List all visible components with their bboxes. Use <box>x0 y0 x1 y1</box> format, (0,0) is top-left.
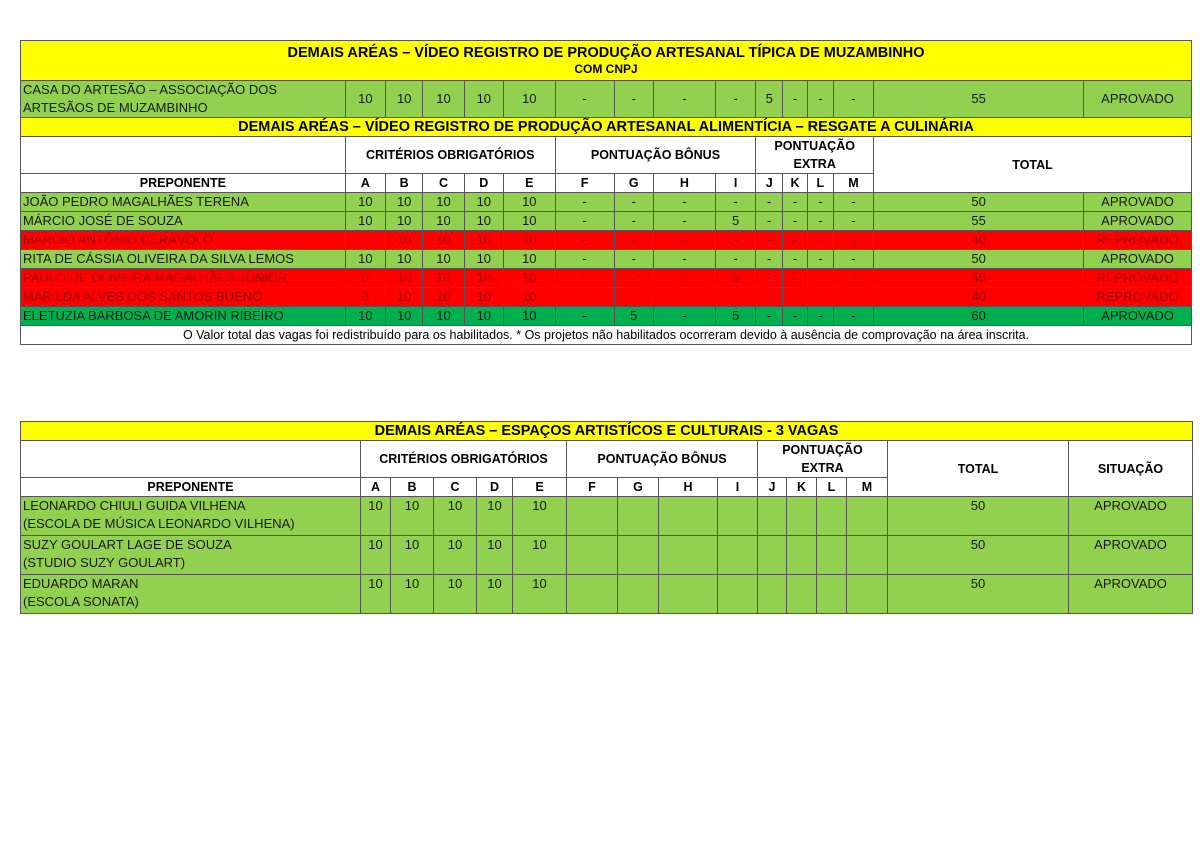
score-cell: - <box>614 212 653 231</box>
score-cell: 10 <box>423 81 464 118</box>
score-cell: - <box>807 307 833 326</box>
score-cell: 10 <box>423 269 464 288</box>
table-row <box>21 307 1192 326</box>
score-cell: - <box>614 81 653 118</box>
score-cell: 10 <box>503 250 555 269</box>
score-cell <box>659 575 718 614</box>
section2-title-row <box>21 118 1192 137</box>
score-cell: - <box>653 81 715 118</box>
score-cell <box>618 575 659 614</box>
score-cell <box>847 536 888 575</box>
footnote: O Valor total das vagas foi redistribuído para os habilitados. * Os projetos não habilitados ocorreram devido à ausência de comprovação na área inscrita. <box>21 326 1192 345</box>
preponente-org-line: (STUDIO SUZY GOULART) <box>23 555 186 570</box>
score-cell <box>618 497 659 536</box>
score-cell: - <box>807 81 833 118</box>
preponente-name: MARILDA ALVES DOS SANTOS BUENO <box>21 288 346 307</box>
header-letter: L <box>817 478 847 497</box>
score-cell: 5 <box>715 212 755 231</box>
score-cell: - <box>555 269 614 288</box>
score-cell: 10 <box>434 575 477 614</box>
table-row <box>21 575 1193 614</box>
score-cell: - <box>807 269 833 288</box>
score-cell: 10 <box>503 81 555 118</box>
score-cell: 0 <box>345 288 385 307</box>
score-cell: - <box>756 269 783 288</box>
score-cell: - <box>833 193 873 212</box>
t2-title-row <box>21 422 1193 441</box>
score-cell: 10 <box>386 231 423 250</box>
score-cell: - <box>783 250 808 269</box>
table-row <box>21 288 1192 307</box>
score-cell: - <box>807 231 833 250</box>
score-cell: 10 <box>345 307 385 326</box>
header-letter: J <box>756 174 783 193</box>
status-cell: APROVADO <box>1084 250 1192 269</box>
score-cell: 5 <box>614 307 653 326</box>
score-cell: - <box>783 193 808 212</box>
score-cell <box>758 536 787 575</box>
section2-title-text: DEMAIS ARÉAS – VÍDEO REGISTRO DE PRODUÇÃO ARTESANAL ALIMENTÍCIA – RESGATE A CULINÁRIA <box>238 118 974 135</box>
table-espacos <box>20 421 1193 614</box>
status-cell: APROVADO <box>1069 536 1193 575</box>
score-cell: - <box>715 193 755 212</box>
status-cell: REPROVADO <box>1084 269 1192 288</box>
preponente-name <box>21 536 361 575</box>
total-cell: 50 <box>874 250 1084 269</box>
score-cell <box>567 575 618 614</box>
score-cell: 10 <box>345 81 385 118</box>
score-cell: 10 <box>503 193 555 212</box>
header-letter: D <box>464 174 503 193</box>
status-cell: APROVADO <box>1084 193 1192 212</box>
score-cell: 10 <box>477 536 513 575</box>
score-cell <box>787 575 817 614</box>
score-cell: 5 <box>715 269 755 288</box>
score-cell: 10 <box>434 536 477 575</box>
header-preponente: PREPONENTE <box>21 478 361 497</box>
score-cell <box>847 497 888 536</box>
header-letter: K <box>783 174 808 193</box>
score-cell: 10 <box>503 231 555 250</box>
score-cell: 10 <box>345 250 385 269</box>
score-cell: 10 <box>503 307 555 326</box>
total-cell: 50 <box>888 497 1069 536</box>
header-letter: F <box>555 174 614 193</box>
total-cell: 55 <box>874 81 1084 118</box>
table-row <box>21 250 1192 269</box>
header-total: TOTAL <box>874 137 1192 193</box>
score-cell: 10 <box>464 307 503 326</box>
score-cell: 10 <box>503 212 555 231</box>
header-letter: L <box>807 174 833 193</box>
score-cell: 10 <box>513 575 567 614</box>
score-cell: - <box>756 193 783 212</box>
header-letter: D <box>477 478 513 497</box>
total-cell: 55 <box>874 212 1084 231</box>
score-cell: - <box>653 269 715 288</box>
score-cell: - <box>756 212 783 231</box>
score-cell: 10 <box>345 193 385 212</box>
preponente-name: MÁRCIO JOSÉ DE SOUZA <box>21 212 346 231</box>
preponente-org-line: (ESCOLA SONATA) <box>23 594 139 609</box>
header-letter: C <box>434 478 477 497</box>
score-cell: - <box>783 81 808 118</box>
table-row <box>21 193 1192 212</box>
score-cell <box>787 497 817 536</box>
header-criterios: CRITÉRIOS OBRIGATÓRIOS <box>345 137 555 174</box>
score-cell: - <box>614 193 653 212</box>
header-letter: B <box>386 174 423 193</box>
score-cell: - <box>653 212 715 231</box>
score-cell: - <box>807 288 833 307</box>
empty-header <box>21 441 361 478</box>
score-cell: 10 <box>391 497 434 536</box>
score-cell: 10 <box>503 288 555 307</box>
score-cell: - <box>783 307 808 326</box>
score-cell: - <box>614 269 653 288</box>
score-cell: 10 <box>391 575 434 614</box>
header-letter: J <box>758 478 787 497</box>
score-cell: 10 <box>423 212 464 231</box>
header-row <box>21 441 1193 478</box>
total-cell: 40 <box>874 288 1084 307</box>
status-cell: APROVADO <box>1084 212 1192 231</box>
score-cell: 10 <box>386 250 423 269</box>
score-cell: 10 <box>464 193 503 212</box>
score-cell: - <box>614 231 653 250</box>
score-cell: 10 <box>464 269 503 288</box>
score-cell: - <box>715 288 755 307</box>
section1-title-text: DEMAIS ARÉAS – VÍDEO REGISTRO DE PRODUÇÃO ARTESANAL TÍPICA DE MUZAMBINHO <box>287 45 925 61</box>
table-artesanal <box>20 40 1192 345</box>
score-cell: - <box>833 81 873 118</box>
score-cell: - <box>783 212 808 231</box>
status-cell: APROVADO <box>1069 497 1193 536</box>
score-cell: - <box>807 250 833 269</box>
total-cell: 50 <box>874 193 1084 212</box>
score-cell: - <box>555 307 614 326</box>
score-cell: - <box>833 212 873 231</box>
total-cell: 50 <box>888 536 1069 575</box>
table-row <box>21 497 1193 536</box>
t2-title-text: DEMAIS ARÉAS – ESPAÇOS ARTISTÍCOS E CULTURAIS - 3 VAGAS <box>374 422 839 439</box>
score-cell: - <box>555 193 614 212</box>
header-preponente: PREPONENTE <box>21 174 346 193</box>
score-cell <box>758 497 787 536</box>
score-cell: - <box>555 212 614 231</box>
note-row <box>21 326 1192 345</box>
score-cell: 10 <box>513 497 567 536</box>
score-cell: - <box>756 307 783 326</box>
score-cell: - <box>555 231 614 250</box>
table-row <box>21 231 1192 250</box>
preponente-name-line: LEONARDO CHIULI GUIDA VILHENA <box>23 498 246 513</box>
score-cell: - <box>833 250 873 269</box>
total-cell: 45 <box>874 269 1084 288</box>
score-cell: 10 <box>423 193 464 212</box>
table-row <box>21 269 1192 288</box>
score-cell: - <box>833 307 873 326</box>
score-cell <box>787 536 817 575</box>
score-cell: 5 <box>715 307 755 326</box>
empty-header <box>21 137 346 174</box>
header-letter: H <box>659 478 718 497</box>
score-cell: - <box>756 231 783 250</box>
preponente-name: ELETUZIA BARBOSA DE AMORIN RIBEIRO <box>21 307 346 326</box>
score-cell: 10 <box>503 269 555 288</box>
header-situacao: SITUAÇÃO <box>1069 441 1193 497</box>
total-cell: 60 <box>874 307 1084 326</box>
score-cell: - <box>783 231 808 250</box>
score-cell: 10 <box>477 575 513 614</box>
score-cell <box>817 497 847 536</box>
table-row <box>21 536 1193 575</box>
score-cell: - <box>756 250 783 269</box>
score-cell: 10 <box>361 575 391 614</box>
preponente-name-line: SUZY GOULART LAGE DE SOUZA <box>23 537 232 552</box>
score-cell: - <box>783 288 808 307</box>
table-row <box>21 81 1192 118</box>
score-cell: - <box>833 288 873 307</box>
header-letter: H <box>653 174 715 193</box>
header-letter: A <box>361 478 391 497</box>
score-cell: 10 <box>464 81 503 118</box>
preponente-name: PAULO DE OLIVEIRA MAGALHÃES JÚNIOR <box>21 269 346 288</box>
preponente-name: MÁRCIO ANTÔNIO CERÁVOLO <box>21 231 346 250</box>
score-cell <box>817 536 847 575</box>
status-cell: APROVADO <box>1084 307 1192 326</box>
score-cell <box>618 536 659 575</box>
score-cell <box>567 497 618 536</box>
score-cell: 10 <box>386 269 423 288</box>
header-bonus: PONTUAÇÃO BÔNUS <box>555 137 756 174</box>
score-cell <box>659 536 718 575</box>
header-letter: K <box>787 478 817 497</box>
section1-title-row <box>21 41 1192 81</box>
score-cell: 10 <box>464 231 503 250</box>
header-letter: E <box>513 478 567 497</box>
score-cell: - <box>555 288 614 307</box>
header-letter: I <box>715 174 755 193</box>
preponente-name: JOÃO PEDRO MAGALHÃES TERENA <box>21 193 346 212</box>
header-letter: G <box>618 478 659 497</box>
status-cell: APROVADO <box>1084 81 1192 118</box>
score-cell: - <box>807 193 833 212</box>
score-cell: 10 <box>386 193 423 212</box>
score-cell: 10 <box>423 288 464 307</box>
score-cell: 10 <box>464 288 503 307</box>
score-cell: 10 <box>513 536 567 575</box>
header-row <box>21 137 1192 174</box>
header-bonus: PONTUAÇÃO BÔNUS <box>567 441 758 478</box>
score-cell: 10 <box>386 212 423 231</box>
preponente-name: CASA DO ARTESÃO – ASSOCIAÇÃO DOS ARTESÃOS DE MUZAMBINHO <box>21 81 346 118</box>
preponente-name-line: EDUARDO MARAN <box>23 576 139 591</box>
t2-title <box>21 422 1193 441</box>
score-cell: - <box>833 231 873 250</box>
score-cell: - <box>756 288 783 307</box>
score-cell: - <box>783 269 808 288</box>
score-cell: - <box>653 288 715 307</box>
score-cell: 0 <box>345 269 385 288</box>
score-cell: 10 <box>464 250 503 269</box>
status-cell: APROVADO <box>1069 575 1193 614</box>
score-cell: - <box>555 250 614 269</box>
score-cell: 10 <box>361 497 391 536</box>
section1-title <box>21 41 1192 81</box>
table-row <box>21 212 1192 231</box>
preponente-name <box>21 497 361 536</box>
score-cell: - <box>555 81 614 118</box>
score-cell: - <box>833 269 873 288</box>
header-letter: C <box>423 174 464 193</box>
score-cell: - <box>614 288 653 307</box>
score-cell: 10 <box>434 497 477 536</box>
score-cell: 5 <box>756 81 783 118</box>
status-cell: REPROVADO <box>1084 288 1192 307</box>
score-cell: - <box>715 81 755 118</box>
score-cell <box>718 536 758 575</box>
header-letter: B <box>391 478 434 497</box>
preponente-name <box>21 575 361 614</box>
score-cell <box>817 575 847 614</box>
score-cell <box>718 575 758 614</box>
score-cell: - <box>653 250 715 269</box>
score-cell: - <box>653 193 715 212</box>
header-letter: G <box>614 174 653 193</box>
score-cell <box>718 497 758 536</box>
score-cell: - <box>614 250 653 269</box>
score-cell: - <box>807 212 833 231</box>
header-extra: PONTUAÇÃO EXTRA <box>756 137 874 174</box>
score-cell: 10 <box>361 536 391 575</box>
score-cell: - <box>715 231 755 250</box>
score-cell: 10 <box>464 212 503 231</box>
score-cell: - <box>715 250 755 269</box>
score-cell: 10 <box>477 497 513 536</box>
header-letter: M <box>833 174 873 193</box>
preponente-org-line: (ESCOLA DE MÚSICA LEONARDO VILHENA) <box>23 516 295 531</box>
score-cell: 10 <box>386 81 423 118</box>
header-extra: PONTUAÇÃO EXTRA <box>758 441 888 478</box>
score-cell <box>567 536 618 575</box>
score-cell: - <box>653 307 715 326</box>
score-cell: 10 <box>423 231 464 250</box>
score-cell: 10 <box>423 307 464 326</box>
header-letter: A <box>345 174 385 193</box>
header-total: TOTAL <box>888 441 1069 497</box>
header-letter: I <box>718 478 758 497</box>
score-cell: 10 <box>391 536 434 575</box>
header-letter: F <box>567 478 618 497</box>
score-cell <box>847 575 888 614</box>
section1-subtitle: COM CNPJ <box>574 62 638 76</box>
score-cell: 10 <box>345 212 385 231</box>
score-cell: 10 <box>423 250 464 269</box>
score-cell: 10 <box>386 288 423 307</box>
score-cell <box>659 497 718 536</box>
header-letter: M <box>847 478 888 497</box>
status-cell: REPROVADO <box>1084 231 1192 250</box>
score-cell: 10 <box>386 307 423 326</box>
preponente-name: RITA DE CÁSSIA OLIVEIRA DA SILVA LEMOS <box>21 250 346 269</box>
score-cell <box>345 231 385 250</box>
section2-title <box>21 118 1192 137</box>
total-cell: 50 <box>888 575 1069 614</box>
header-letter: E <box>503 174 555 193</box>
total-cell: 40 <box>874 231 1084 250</box>
score-cell <box>758 575 787 614</box>
header-criterios: CRITÉRIOS OBRIGATÓRIOS <box>361 441 567 478</box>
score-cell: - <box>653 231 715 250</box>
